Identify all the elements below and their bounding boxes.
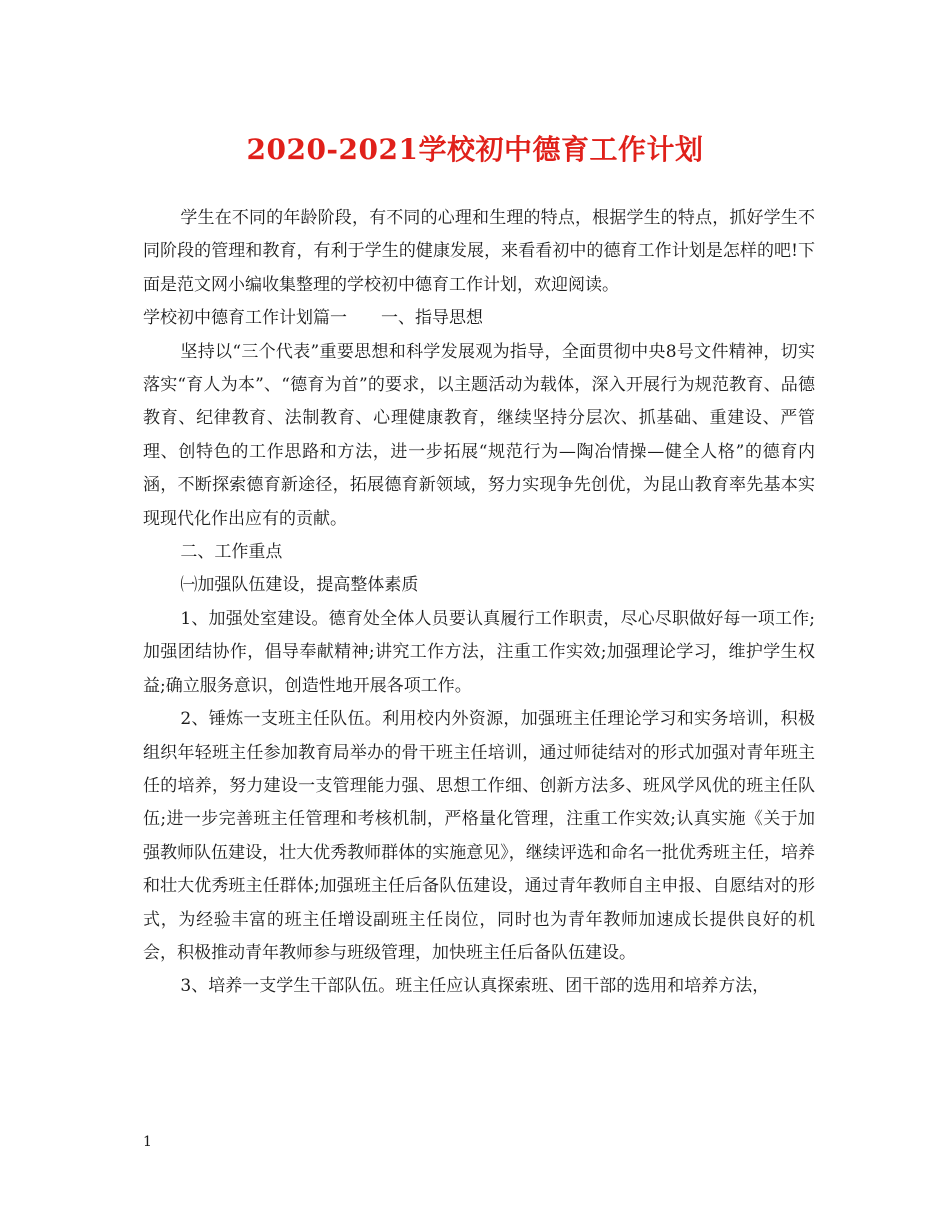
document-title: 2020-2021学校初中德育工作计划 [246,133,704,166]
page-number: 1 [143,1134,152,1150]
paragraph-item-2: 2、锤炼一支班主任队伍。利用校内外资源，加强班主任理论学习和实务培训，积极组织年轻班主任参加教育局举办的骨干班主任培训，通过师徒结对的形式加强对青年班主任的培养，努力建设一支管理能力强、思想工作细、创新方法多、班风学风优的班主任队伍;进一步完善班主任管理和考核机制，严格量化管理，注重工作实效;认真实施《关于加强教师队伍建设，壮大优秀教师群体的实施意见》，继续评选和命名一批优秀班主任，培养和壮大优秀班主任群体;加强班主任后备队伍建设，通过青年教师自主申报、自愿结对的形式，为经验丰富的班主任增设副班主任岗位，同时也为青年教师加速成长提供良好的机会，积极推动青年教师参与班级管理，加快班主任后备队伍建设。 [143,709,815,963]
paragraph-work-focus-heading: 二、工作重点 [180,542,283,563]
paragraph-intro: 学生在不同的年龄阶段，有不同的心理和生理的特点，根据学生的特点，抓好学生不同阶段的管理和教育，有利于学生的健康发展，来看看初中的德育工作计划是怎样的吧!下面是范文网小编收集整理的学校初中德育工作计划，欢迎阅读。 [143,208,815,295]
paragraph-item-3: 3、培养一支学生干部队伍。班主任应认真探索班、团干部的选用和培养方法， [180,976,770,997]
document-body [143,202,815,1004]
paragraph-section-heading: 学校初中德育工作计划篇一 一、指导思想 [143,308,483,329]
paragraph-guiding-ideology: 坚持以“三个代表”重要思想和科学发展观为指导，全面贯彻中央8号文件精神，切实落实“育人为本”、“德育为首”的要求，以主题活动为载体，深入开展行为规范教育、品德教育、纪律教育、法制教育、心理健康教育，继续坚持分层次、抓基础、重建设、严管理、创特色的工作思路和方法，进一步拓展“规范行为—陶冶情操—健全人格”的德育内涵，不断探索德育新途径，拓展德育新领域，努力实现争先创优，为昆山教育率先基本实现现代化作出应有的贡献。 [143,341,815,529]
paragraph-item-1: 1、加强处室建设。德育处全体人员要认真履行工作职责，尽心尽职做好每一项工作;加强团结协作，倡导奉献精神;讲究工作方法，注重工作实效;加强理论学习，维护学生权益;确立服务意识，创造性地开展各项工作。 [143,608,815,696]
paragraph-team-building-heading: ㈠加强队伍建设，提高整体素质 [180,575,419,596]
